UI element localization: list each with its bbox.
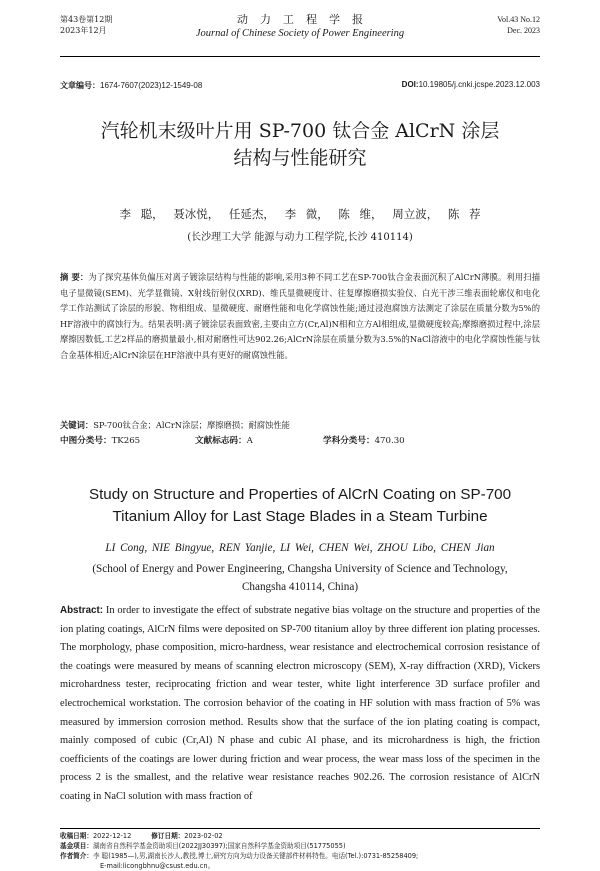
date-cn: 2023年12月	[60, 26, 107, 35]
volume-cn: 第43卷第12期	[60, 15, 113, 24]
title-en	[40, 484, 560, 528]
revised-date: 修订日期：2023-02-02	[151, 832, 223, 840]
abstract-en-text: In order to investigate the effect of substrate negative bias voltage on the structure and properties of the ion plating coatings, AlCrN films were deposited on SP-700 titanium alloy by three different ion plating processes. The morphology, phase composition, micro-hardness, wear resistance and electrochemical corrosion resistance of the coatings were measured by means of scanning electron microscopy (SEM), X-ray diffraction (XRD), Vickers microhardness tester, reciprocating friction and wear tester, white light interference 3D surface profiler and electrochemical workstation. The corrosion behavior of the coating in HF solution with mass fraction of 5% was measured by immersion corrosion method. Results show that the surface of the ion plating coating is compact, mainly composed of cubic (Cr,Al) N phase and cubic Al phase, and its microhardness is high, the friction coefficients of the coatings are lower during friction and wear process, the wear mass loss of the specimen in the process 2 is the smallest, and the relative wear resistance reaches 902.26. The corrosion resistance of AlCrN coating in NaCl solution with mass fraction of	[60, 605, 540, 802]
author-info: 作者简介：李 聪(1985—),男,湖南长沙人,教授,博士,研究方向为动力设备关键部件材料特性。电话(Tel.):0731-85258409;	[60, 852, 419, 860]
title-cn-line2: 结构与性能研究	[233, 147, 367, 169]
journal-name-cn: 动力工程学报	[237, 13, 375, 26]
affiliation-en-line1: (School of Energy and Power Engineering, Changsha University of Science and Technology,	[92, 563, 508, 575]
affiliation-en-line2: Changsha 410114, China)	[241, 581, 359, 593]
date-en: Dec. 2023	[507, 26, 540, 35]
keywords-cn-label: 关键词：	[60, 420, 94, 430]
volume-info-en	[497, 14, 540, 36]
keywords-cn	[60, 418, 540, 432]
subject-code: 学科分类号：470.30	[323, 436, 405, 446]
journal-header	[60, 12, 540, 57]
affiliation-cn: (长沙理工大学 能源与动力工程学院,长沙 410114)	[187, 232, 413, 243]
authors-en: LI Cong, NIE Bingyue, REN Yanjie, LI Wei, CHEN Wei, ZHOU Libo, CHEN Jian	[105, 542, 495, 554]
affiliation-en	[60, 560, 540, 596]
clc-number: 中图分类号：TK265	[60, 436, 141, 446]
abstract-en	[60, 602, 540, 807]
received-dates	[60, 831, 540, 841]
journal-name-en: Journal of Chinese Society of Power Engineering	[195, 28, 405, 39]
title-cn-line1: 汽轮机末级叶片用 SP-700 钛合金 AlCrN 涂层	[100, 120, 500, 142]
keywords-cn-text: SP-700钛合金；AlCrN涂层；摩擦磨损；耐腐蚀性能	[93, 420, 290, 430]
classification-cn	[60, 434, 540, 448]
title-en-line2: Titanium Alloy for Last Stage Blades in a Steam Turbine	[112, 508, 488, 525]
author-email: E-mail:licongbhnu@csust.edu.cn。	[100, 862, 215, 870]
authors-cn: 李 聪， 聂冰悦， 任延杰， 李 微， 陈 维， 周立波， 陈 荐	[119, 207, 481, 221]
title-en-line1: Study on Structure and Properties of AlCrN Coating on SP-700	[88, 486, 512, 503]
volume-en: Vol.43 No.12	[497, 15, 540, 24]
document-code: 文献标志码：A	[195, 436, 253, 446]
doi: DOI:10.19805/j.cnki.jcspe.2023.12.003	[401, 80, 540, 89]
journal-name	[60, 12, 540, 41]
fund-info: 基金项目：湖南省自然科学基金资助项目(2022JJ30397);国家自然科学基金资助项目(51775055)	[60, 842, 346, 850]
abstract-cn	[60, 270, 540, 364]
article-meta	[60, 80, 540, 91]
abstract-en-label: Abstract:	[60, 605, 104, 616]
footnote	[60, 828, 540, 871]
article-number: 文章编号：1674-7607(2023)12-1549-08	[60, 81, 203, 90]
abstract-cn-label: 摘 要：	[60, 272, 89, 282]
received-date: 收稿日期：2022-12-12	[60, 832, 132, 840]
abstract-cn-text: 为了探究基体负偏压对离子镀涂层结构与性能的影响,采用3种不同工艺在SP-700钛合金表面沉积了AlCrN薄膜。利用扫描电子显微镜(SEM)、光学显微镜、X射线衍射仪(XRD)、维氏显微硬度计、往复摩擦磨损实验仪、白光干涉三维表面轮廓仪和电化学工作站测试了涂层的形貌、物相组成、显微硬度、耐磨性能和电化学腐蚀性能;通过浸泡腐蚀方法测定了涂层在质量分数为5%的HF溶液中的腐蚀行为。结果表明:离子镀涂层表面致密,主要由立方(Cr,Al)N相和立方Al相组成,显微硬度较高;摩擦磨损过程中,涂层摩擦因数低,工艺2样品的磨损量最小,相对耐磨性可达902.26;AlCrN涂层在质量分数为3.5%的NaCl溶液中的电化学腐蚀性能与钛合金基体相近;AlCrN涂层在HF溶液中具有更好的耐腐蚀性能。	[60, 272, 541, 360]
title-cn	[40, 118, 560, 172]
